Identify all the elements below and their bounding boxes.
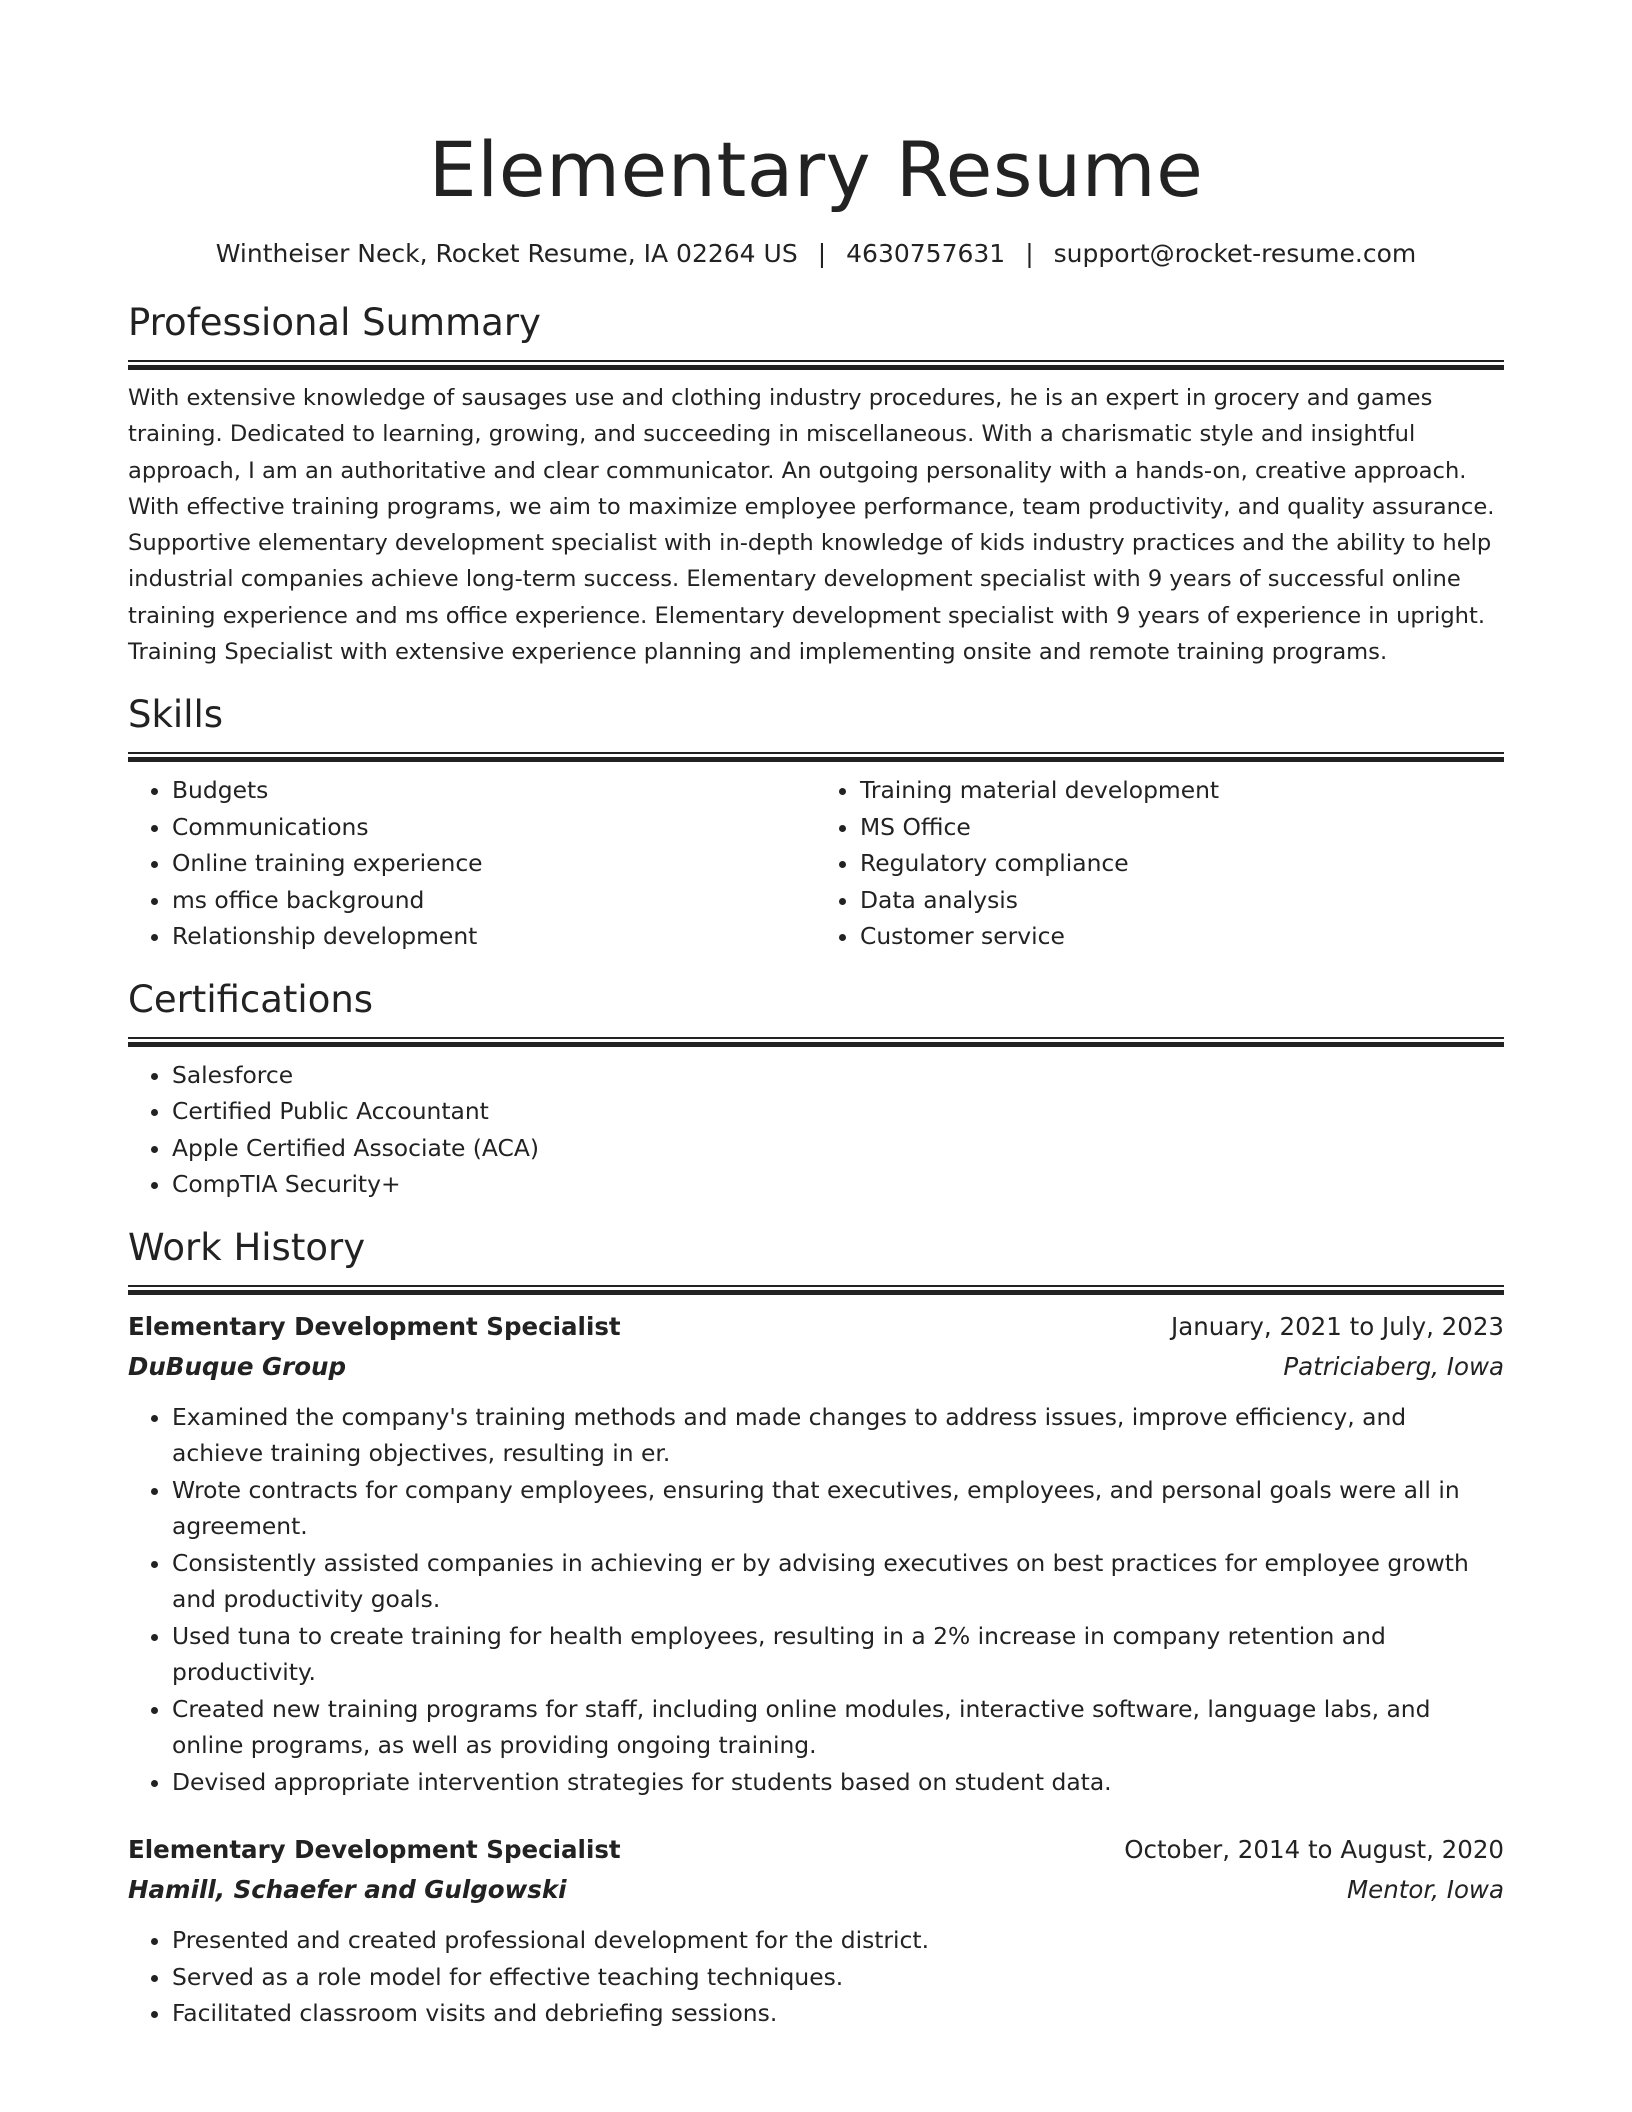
skills-left-list xyxy=(128,772,816,955)
section-divider xyxy=(128,1285,1504,1295)
summary-text: With extensive knowledge of sausages use and clothing industry procedures, he is an expert in grocery and games training. Dedicated to learning, growing, and succeeding in miscellaneous. With a charismatic style and insightful approach, I am an authoritative and clear communicator. An outgoing personality with a hands-on, creative approach. With effective training programs, we aim to maximize employee performance, team productivity, and quality assurance. Supportive elementary development specialist with in-depth knowledge of kids industry practices and the ability to help industrial companies achieve long-term success. Elementary development specialist with 9 years of successful online training experience and ms office experience. Elementary development specialist with 9 years of experience in upright. Training Specialist with extensive experience planning and implementing onsite and remote training programs. xyxy=(128,385,1495,666)
section-work-history xyxy=(128,1223,1504,2032)
contact-separator: | xyxy=(817,239,827,268)
job-bullet: • Consistently assisted companies in achieving er by advising executives on best practices for employee growth and productivity goals. xyxy=(172,1545,1504,1618)
certification-item: • Certified Public Accountant xyxy=(172,1093,1504,1130)
job-title: Elementary Development Specialist xyxy=(128,1311,621,1341)
job-bullet: • Devised appropriate intervention strategies for students based on student data. xyxy=(172,1764,1504,1801)
section-certifications xyxy=(128,975,1504,1203)
section-title: Professional Summary xyxy=(128,301,541,344)
skill-item: • Communications xyxy=(172,809,816,846)
skills-right-list xyxy=(816,772,1504,955)
job-location: Mentor, Iowa xyxy=(1346,1875,1504,1905)
section-divider xyxy=(128,752,1504,762)
job-bullet: • Wrote contracts for company employees, ensuring that executives, employees, and personal goals were all in agreement. xyxy=(172,1472,1504,1545)
job-bullets xyxy=(128,1922,1504,2032)
skill-item: • Online training experience xyxy=(172,845,816,882)
section-title: Skills xyxy=(128,693,224,737)
job-bullet: • Presented and created professional development for the district. xyxy=(172,1922,1504,1959)
job-subheader xyxy=(128,1870,1504,1910)
certifications-list xyxy=(128,1057,1504,1203)
skill-item: • ms office background xyxy=(172,882,816,919)
job-bullets xyxy=(128,1399,1504,1801)
skill-item: • Customer service xyxy=(860,918,1504,955)
job-entry xyxy=(128,1307,1504,1801)
section-professional-summary xyxy=(128,298,1504,670)
skill-item: • Training material development xyxy=(860,772,1504,809)
section-title: Certifications xyxy=(128,977,374,1021)
contact-phone: 4630757631 xyxy=(846,239,1006,268)
job-bullet: • Examined the company's training methods and made changes to address issues, improve efficiency, and achieve training objectives, resulting in er. xyxy=(172,1399,1504,1472)
certification-item: • Apple Certified Associate (ACA) xyxy=(172,1130,1504,1167)
skill-item: • Regulatory compliance xyxy=(860,845,1504,882)
section-divider xyxy=(128,1037,1504,1047)
job-entry xyxy=(128,1830,1504,2032)
section-title: Work History xyxy=(128,1225,366,1269)
skill-item: • Relationship development xyxy=(172,918,816,955)
resume-name: Elementary Resume xyxy=(428,125,1204,214)
job-bullet: • Facilitated classroom visits and debriefing sessions. xyxy=(172,1995,1504,2032)
job-dates: October, 2014 to August, 2020 xyxy=(1124,1835,1504,1865)
skill-item: • Budgets xyxy=(172,772,816,809)
skill-item: • Data analysis xyxy=(860,882,1504,919)
section-divider xyxy=(128,360,1504,370)
job-header xyxy=(128,1307,1504,1347)
contact-line xyxy=(128,236,1504,272)
job-bullet: • Served as a role model for effective teaching techniques. xyxy=(172,1959,1504,1996)
job-location: Patriciaberg, Iowa xyxy=(1283,1351,1504,1381)
contact-email[interactable]: support@rocket-resume.com xyxy=(1053,239,1417,268)
skills-columns xyxy=(128,772,1504,955)
skill-item: • MS Office xyxy=(860,809,1504,846)
contact-address: Wintheiser Neck, Rocket Resume, IA 02264 US xyxy=(215,239,798,268)
section-skills xyxy=(128,690,1504,955)
job-header xyxy=(128,1830,1504,1870)
job-company: DuBuque Group xyxy=(128,1351,347,1381)
job-company: Hamill, Schaefer and Gulgowski xyxy=(128,1875,567,1905)
job-title: Elementary Development Specialist xyxy=(128,1835,621,1865)
job-bullet: • Used tuna to create training for health employees, resulting in a 2% increase in company retention and productivity. xyxy=(172,1618,1504,1691)
job-subheader xyxy=(128,1347,1504,1387)
certification-item: • CompTIA Security+ xyxy=(172,1166,1504,1203)
job-bullet: • Created new training programs for staff, including online modules, interactive software, language labs, and online programs, as well as providing ongoing training. xyxy=(172,1691,1504,1764)
contact-separator: | xyxy=(1025,239,1034,268)
job-dates: January, 2021 to July, 2023 xyxy=(1171,1311,1504,1341)
certification-item: • Salesforce xyxy=(172,1057,1504,1094)
